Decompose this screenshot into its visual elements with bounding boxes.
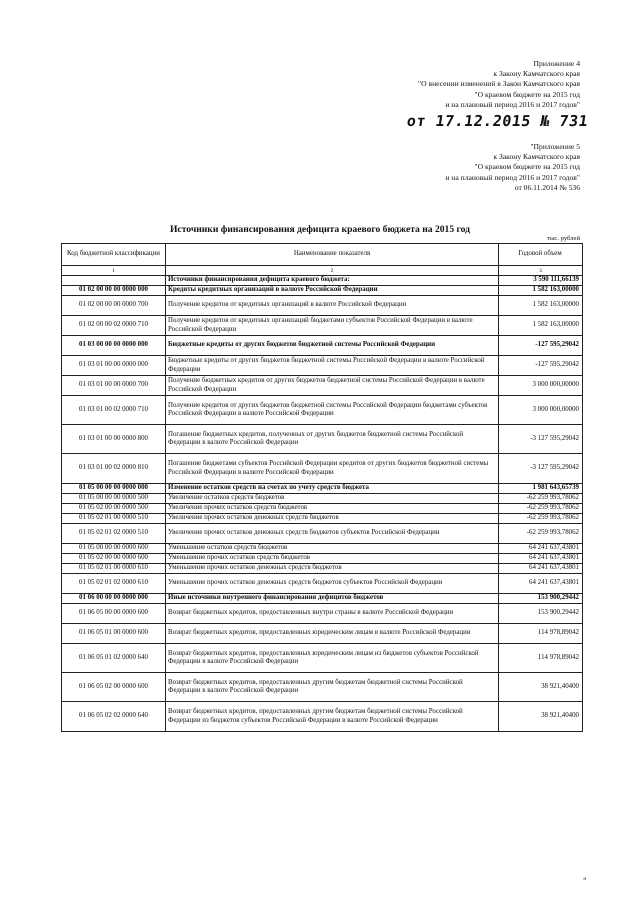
cell-code <box>62 276 166 286</box>
document-title: Источники финансирования дефицита краевого бюджета на 2015 год <box>169 224 471 235</box>
table-row <box>62 702 583 732</box>
cell-code: 01 06 00 00 00 0000 000 <box>62 594 166 604</box>
table-row <box>62 336 583 356</box>
cell-code: 01 05 02 01 02 0000 610 <box>62 574 166 594</box>
table-row <box>62 574 583 594</box>
cell-value: -3 127 595,29042 <box>499 425 583 454</box>
header2-line: "Приложение 5 <box>530 142 580 151</box>
page-mark: н <box>583 877 586 882</box>
column-number-1: 1 <box>62 266 166 276</box>
cell-value: 64 241 637,43801 <box>499 564 583 574</box>
table-row <box>62 494 583 504</box>
table-row <box>62 554 583 564</box>
cell-code: 01 03 01 00 02 0000 710 <box>62 396 166 425</box>
header1-line: "О внесении изменений в Закон Камчатского края <box>418 79 580 89</box>
cell-value: 64 241 637,43801 <box>499 544 583 554</box>
cell-name: Бюджетные кредиты от других бюджетов бюджетной системы Российской Федерации в валюте Российской Федерации <box>166 356 499 376</box>
cell-name: Получение кредитов от кредитных организаций в валюте Российской Федерации <box>166 296 499 316</box>
table-row <box>62 673 583 702</box>
appendix-header-original <box>445 142 580 193</box>
cell-value: 64 241 637,43801 <box>499 574 583 594</box>
cell-value: 38 921,40400 <box>499 673 583 702</box>
table-header-row <box>62 244 583 266</box>
table-row <box>62 564 583 574</box>
cell-value: 153 900,29442 <box>499 604 583 624</box>
cell-code: 01 05 02 01 00 0000 610 <box>62 564 166 574</box>
cell-name: Получение кредитов от других бюджетов бюджетной системы Российской Федерации бюджетами субъектов Российской Федерации в валюте Российской Федерации <box>166 396 499 425</box>
cell-value: 153 900,29442 <box>499 594 583 604</box>
header-name: Наименование показателя <box>166 244 499 266</box>
cell-code: 01 05 00 00 00 0000 600 <box>62 544 166 554</box>
cell-name: Получение кредитов от кредитных организаций бюджетами субъектов Российской Федерации в валюте Российской Федерации <box>166 316 499 336</box>
table-row <box>62 296 583 316</box>
table-row <box>62 524 583 544</box>
cell-code: 01 06 05 02 02 0000 640 <box>62 702 166 732</box>
cell-value: -62 259 993,78062 <box>499 504 583 514</box>
cell-code: 01 03 01 00 00 0000 800 <box>62 425 166 454</box>
table-row <box>62 544 583 554</box>
cell-code: 01 06 05 02 00 0000 600 <box>62 673 166 702</box>
column-number-row <box>62 266 583 276</box>
table-row <box>62 376 583 396</box>
cell-code: 01 05 00 00 00 0000 500 <box>62 494 166 504</box>
cell-name: Уменьшение прочих остатков денежных средств бюджетов субъектов Российской Федерации <box>166 574 499 594</box>
table-row <box>62 356 583 376</box>
cell-name: Возврат бюджетных кредитов, предоставленных юридическим лицам из бюджетов субъектов Российской Федерации в валюте Российской Федерации <box>166 644 499 673</box>
cell-value: -62 259 993,78062 <box>499 524 583 544</box>
cell-value: -62 259 993,78062 <box>499 514 583 524</box>
cell-value: 1 981 643,65739 <box>499 484 583 494</box>
cell-name: Возврат бюджетных кредитов, предоставленных другим бюджетам бюджетной системы Российской Федерации из бюджетов субъектов Российской Федерации в валюте Российской Федерации <box>166 702 499 732</box>
cell-name: Уменьшение прочих остатков денежных средств бюджетов <box>166 564 499 574</box>
cell-name: Погашение бюджетных кредитов, полученных от других бюджетов бюджетной системы Российской Федерации в валюте Российской Федерации <box>166 425 499 454</box>
cell-value: 1 582 163,00000 <box>499 286 583 296</box>
cell-name: Увеличение прочих остатков денежных средств бюджетов субъектов Российской Федерации <box>166 524 499 544</box>
cell-value: 114 978,89042 <box>499 624 583 644</box>
cell-code: 01 05 00 00 00 0000 000 <box>62 484 166 494</box>
cell-code: 01 02 00 00 00 0000 700 <box>62 296 166 316</box>
cell-name: Возврат бюджетных кредитов, предоставленных другим бюджетам бюджетной системы Российской Федерации в валюте Российской Федерации <box>166 673 499 702</box>
column-number-2: 2 <box>166 266 499 276</box>
cell-name: Изменение остатков средств на счетах по учету средств бюджета <box>166 484 499 494</box>
table-row <box>62 514 583 524</box>
cell-code: 01 06 05 01 02 0000 640 <box>62 644 166 673</box>
cell-name: Увеличение прочих остатков средств бюджетов <box>166 504 499 514</box>
table-row <box>62 594 583 604</box>
cell-value: -127 595,29042 <box>499 336 583 356</box>
table-row <box>62 454 583 484</box>
table-body <box>62 244 583 732</box>
table-row <box>62 276 583 286</box>
cell-name: Иные источники внутреннего финансирования дефицитов бюджетов <box>166 594 499 604</box>
cell-value: 114 978,89042 <box>499 644 583 673</box>
cell-name: Кредиты кредитных организаций в валюте Российской Федерации <box>166 286 499 296</box>
cell-value: -62 259 993,78062 <box>499 494 583 504</box>
cell-code: 01 03 00 00 00 0000 000 <box>62 336 166 356</box>
cell-name: Увеличение прочих остатков денежных средств бюджетов <box>166 514 499 524</box>
cell-name: Возврат бюджетных кредитов, предоставленных юридическим лицам в валюте Российской Федерации <box>166 624 499 644</box>
cell-name: Получение бюджетных кредитов от других бюджетов бюджетной системы Российской Федерации в валюте Российской Федерации <box>166 376 499 396</box>
cell-name: Уменьшение прочих остатков средств бюджетов <box>166 554 499 564</box>
table-row <box>62 504 583 514</box>
header2-line: и на плановый период 2016 и 2017 годов" <box>445 172 580 182</box>
cell-value: -127 595,29042 <box>499 356 583 376</box>
cell-code: 01 05 02 01 02 0000 510 <box>62 524 166 544</box>
header-code: Код бюджетной классификации <box>62 244 166 266</box>
table-row <box>62 484 583 494</box>
cell-name: Бюджетные кредиты от других бюджетов бюджетной системы Российской Федерации <box>166 336 499 356</box>
table-row <box>62 624 583 644</box>
cell-code: 01 02 00 00 02 0000 710 <box>62 316 166 336</box>
cell-code: 01 02 00 00 00 0000 000 <box>62 286 166 296</box>
cell-value: 3 590 111,66139 <box>499 276 583 286</box>
cell-code: 01 05 02 00 00 0000 500 <box>62 504 166 514</box>
cell-value: 1 582 163,00000 <box>499 296 583 316</box>
cell-code: 01 03 01 00 00 0000 700 <box>62 376 166 396</box>
cell-code: 01 06 05 01 00 0000 600 <box>62 624 166 644</box>
cell-name: Погашение бюджетами субъектов Российской Федерации кредитов от других бюджетов бюджетной системы Российской Федерации в валюте Российской Федерации <box>166 454 499 484</box>
table-row <box>62 316 583 336</box>
cell-name: Возврат бюджетных кредитов, предоставленных внутри страны в валюте Российской Федерации <box>166 604 499 624</box>
table-row <box>62 604 583 624</box>
cell-value: -3 127 595,29042 <box>499 454 583 484</box>
cell-name: Увеличение остатков средств бюджетов <box>166 494 499 504</box>
header2-line: к Закону Камчатского края <box>493 152 580 162</box>
header2-line: "О краевом бюджете на 2015 год <box>474 162 580 172</box>
table-row <box>62 644 583 673</box>
handwritten-law-date-number: от 17.12.2015 № 731 <box>405 112 590 130</box>
table-row <box>62 396 583 425</box>
appendix-header-new <box>418 59 580 110</box>
cell-value: 64 241 637,43801 <box>499 554 583 564</box>
deficit-financing-table <box>61 243 583 732</box>
cell-value: 3 000 000,00000 <box>499 376 583 396</box>
header2-line: от 06.11.2014 № 536 <box>514 182 580 192</box>
header1-line: "О краевом бюджете на 2015 год <box>474 89 580 99</box>
header1-line: Приложение 4 <box>533 59 580 68</box>
cell-code: 01 03 01 00 00 0000 000 <box>62 356 166 376</box>
cell-value: 1 582 163,00000 <box>499 316 583 336</box>
cell-value: 3 000 000,00000 <box>499 396 583 425</box>
cell-name: Уменьшение остатков средств бюджетов <box>166 544 499 554</box>
header-value: Годовой объем <box>499 244 583 266</box>
column-number-3: 3 <box>499 266 583 276</box>
header1-line: к Закону Камчатского края <box>493 69 580 79</box>
cell-code: 01 03 01 00 02 0000 810 <box>62 454 166 484</box>
table-row <box>62 286 583 296</box>
header1-line: и на плановый период 2016 и 2017 годов" <box>445 99 580 109</box>
cell-value: 38 921,40400 <box>499 702 583 732</box>
cell-name: Источники финансирования дефицита краевого бюджета: <box>166 276 499 286</box>
cell-code: 01 06 05 00 00 0000 600 <box>62 604 166 624</box>
cell-code: 01 05 02 00 00 0000 600 <box>62 554 166 564</box>
cell-code: 01 05 02 01 00 0000 510 <box>62 514 166 524</box>
table-row <box>62 425 583 454</box>
units-label: тыс. рублей <box>547 235 580 242</box>
